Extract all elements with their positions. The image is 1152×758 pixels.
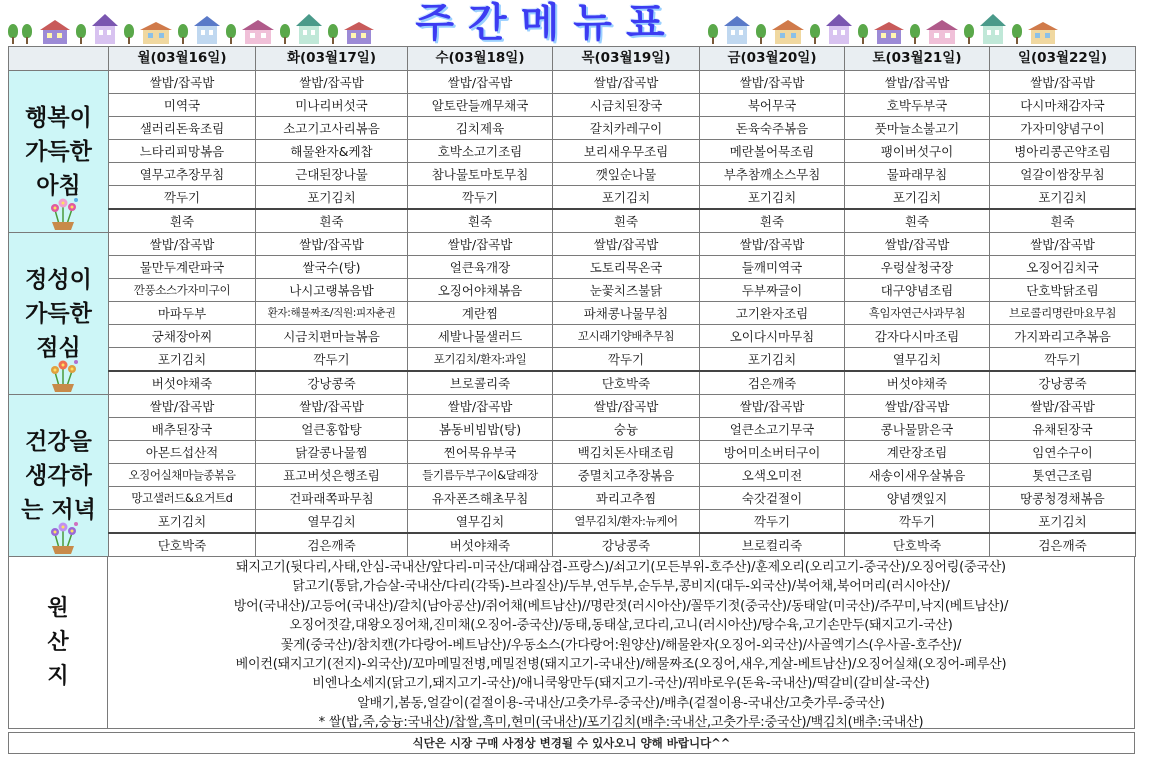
- menu-item: 쌀밥/잡곡밥: [990, 395, 1136, 418]
- menu-item: 오징어야채볶음: [408, 279, 553, 302]
- origin-line: * 쌀(밥,죽,숭늉:국내산)/찹쌀,흑미,현미(국내산)/포기김치(배추:국내산,고춧가루:중국산)/백김치(배추:국내산): [318, 715, 924, 731]
- house-icon: [138, 20, 174, 44]
- menu-item: 유자폰즈해초무침: [408, 487, 553, 510]
- porridge-cell: 단호박죽: [109, 533, 256, 557]
- house-icon: [90, 12, 120, 44]
- tree-icon: [178, 24, 188, 44]
- menu-item: 찐어묵유부국: [408, 441, 553, 464]
- menu-item: 다시마채감자국: [990, 94, 1136, 117]
- house-icon: [978, 12, 1008, 44]
- menu-item: 깍두기: [553, 348, 700, 372]
- porridge-cell: 강낭콩죽: [990, 371, 1136, 395]
- menu-row: [9, 395, 1136, 418]
- menu-row: [9, 441, 1136, 464]
- tree-icon: [708, 24, 718, 44]
- footer-notice: 식단은 시장 구매 사정상 변경될 수 있사오니 양해 바랍니다^^: [8, 732, 1135, 754]
- menu-item: 호박두부국: [845, 94, 990, 117]
- menu-item: 가지꽈리고추볶음: [990, 325, 1136, 348]
- menu-item: 쌀밥/잡곡밥: [990, 71, 1136, 94]
- menu-item: 톳연근조림: [990, 464, 1136, 487]
- house-icon: [38, 18, 72, 44]
- flower-pot-icon: [45, 520, 81, 554]
- origin-line: 알배기,봄동,얼갈이(겉절이용-국내산/고춧가루-중국산)/배추(겉절이용-국내산/고춧가루-중국산): [357, 695, 885, 711]
- menu-item: 단호박닭조림: [990, 279, 1136, 302]
- house-icon: [342, 20, 376, 44]
- porridge-cell: 버섯야채죽: [109, 371, 256, 395]
- tree-icon: [910, 24, 920, 44]
- menu-item: 대구양념조림: [845, 279, 990, 302]
- menu-item: 해물완자&케찹: [256, 140, 408, 163]
- menu-item: 브로콜리명란마요무침: [990, 302, 1136, 325]
- porridge-cell: 단호박죽: [553, 371, 700, 395]
- menu-item: 쌀밥/잡곡밥: [408, 71, 553, 94]
- menu-item: 중멸치고추장볶음: [553, 464, 700, 487]
- menu-item: 닭갈콩나물찜: [256, 441, 408, 464]
- house-icon: [924, 18, 960, 44]
- menu-item: 두부짜글이: [700, 279, 845, 302]
- menu-item: 오징어실채마늘종볶음: [109, 464, 256, 487]
- menu-item: 포기김치: [990, 186, 1136, 210]
- origin-line: 돼지고기(뒷다리,사태,안심-국내산/앞다리-미국산/대패삼겹-프랑스)/쇠고기(모든부위-호주산)/훈제오리(오리고기-중국산)/오징어링(중국산): [236, 560, 1006, 575]
- menu-item: 미나리버섯국: [256, 94, 408, 117]
- menu-item: 쌀밥/잡곡밥: [256, 233, 408, 256]
- house-icon: [1026, 20, 1060, 44]
- menu-item: 얼갈이쌈장무침: [990, 163, 1136, 186]
- house-icon: [294, 12, 324, 44]
- porridge-cell: 흰죽: [845, 209, 990, 233]
- porridge-row: [9, 209, 1136, 233]
- menu-row: [9, 186, 1136, 210]
- menu-item: 메란볼어묵조림: [700, 140, 845, 163]
- menu-item: 쌀밥/잡곡밥: [845, 71, 990, 94]
- menu-item: 계란찜: [408, 302, 553, 325]
- porridge-cell: 흰죽: [990, 209, 1136, 233]
- porridge-cell: 강낭콩죽: [256, 371, 408, 395]
- menu-item: 깐풍소스가자미구이: [109, 279, 256, 302]
- menu-item: 깍두기: [700, 510, 845, 534]
- menu-item: 포기김치: [845, 186, 990, 210]
- meal-label: [9, 233, 109, 395]
- meal-label-line: 아침: [36, 172, 81, 199]
- porridge-cell: 흰죽: [553, 209, 700, 233]
- porridge-cell: 강낭콩죽: [553, 533, 700, 557]
- menu-item: 배추된장국: [109, 418, 256, 441]
- menu-row: [9, 233, 1136, 256]
- origin-line: 오징어젓갈,대왕오징어채,진미채(오징어-중국산)/동태,동태살,코다리,고니(러시아산)/탕수육,고기손만두(돼지고기-국산): [289, 618, 953, 634]
- meal-label-line: 는 저녁: [21, 496, 96, 523]
- menu-item: 물파래무침: [845, 163, 990, 186]
- menu-item: 열무김치: [256, 510, 408, 534]
- menu-row: [9, 140, 1136, 163]
- menu-row: [9, 348, 1136, 372]
- menu-row: [9, 510, 1136, 534]
- origin-label-char: 원: [47, 595, 69, 621]
- menu-row: [9, 464, 1136, 487]
- porridge-cell: 검은깨죽: [700, 371, 845, 395]
- menu-item: 깍두기: [109, 186, 256, 210]
- menu-item: 궁채장아찌: [109, 325, 256, 348]
- meal-label-line: 건강을: [25, 428, 92, 455]
- origin-line: 베이컨(돼지고기(전지)-외국산)/꼬마메밀전병,메밀전병(돼지고기-국내산)/해물짜조(오징어,새우,게살-베트남산)/오징어실채(오징어-페루산): [235, 657, 1007, 673]
- menu-item: 깻잎순나물: [553, 163, 700, 186]
- menu-item: 풋마늘소불고기: [845, 117, 990, 140]
- menu-item: 쌀밥/잡곡밥: [109, 395, 256, 418]
- menu-item: 환자:해물짜조/직원:피자춘권: [256, 302, 408, 325]
- menu-item: 부추참깨소스무침: [700, 163, 845, 186]
- menu-item: 쌀밥/잡곡밥: [109, 233, 256, 256]
- menu-item: 쌀밥/잡곡밥: [700, 395, 845, 418]
- menu-item: 아몬드섭산적: [109, 441, 256, 464]
- menu-item: 김치제육: [408, 117, 553, 140]
- meal-label-line: 정성이: [25, 266, 92, 293]
- tree-icon: [328, 24, 338, 44]
- menu-row: [9, 71, 1136, 94]
- tree-icon: [756, 24, 766, 44]
- origin-label-char: 지: [47, 663, 69, 689]
- page-title: 주간메뉴표: [415, 0, 679, 46]
- tree-icon: [858, 24, 868, 44]
- menu-item: 쌀밥/잡곡밥: [700, 71, 845, 94]
- menu-row: [9, 487, 1136, 510]
- house-icon: [770, 18, 806, 44]
- village-illustration-right: [706, 6, 1086, 44]
- meal-label-line: 가득한: [25, 138, 92, 165]
- day-header: 일(03월22일): [990, 47, 1136, 71]
- menu-item: 표고버섯은행조림: [256, 464, 408, 487]
- porridge-cell: 흰죽: [408, 209, 553, 233]
- menu-item: 오징어김치국: [990, 256, 1136, 279]
- tree-icon: [810, 24, 820, 44]
- menu-item: 쌀국수(탕): [256, 256, 408, 279]
- menu-item: 호박소고기조림: [408, 140, 553, 163]
- menu-item: 쌀밥/잡곡밥: [990, 233, 1136, 256]
- origin-line: 비엔나소세지(닭고기,돼지고기-국산)/애니쿡왕만두(돼지고기-국산)/꿔바로우(돈육-국내산)/떡갈비(갈비살-국산): [312, 676, 930, 692]
- house-icon: [722, 14, 752, 44]
- menu-item: 쌀밥/잡곡밥: [700, 233, 845, 256]
- menu-item: 마파두부: [109, 302, 256, 325]
- porridge-cell: 흰죽: [109, 209, 256, 233]
- menu-row: [9, 325, 1136, 348]
- porridge-cell: 흰죽: [700, 209, 845, 233]
- flower-pot-icon: [45, 358, 81, 392]
- house-icon: [192, 14, 222, 44]
- menu-item: 열무김치/환자:뉴케어: [553, 510, 700, 534]
- menu-item: 방어미소버터구이: [700, 441, 845, 464]
- menu-item: 쌀밥/잡곡밥: [845, 233, 990, 256]
- menu-item: 눈꽃치즈불닭: [553, 279, 700, 302]
- day-header: 수(03월18일): [408, 47, 553, 71]
- day-header: 금(03월20일): [700, 47, 845, 71]
- day-header-row: [9, 47, 1136, 71]
- tree-icon: [22, 24, 32, 44]
- tree-icon: [76, 24, 86, 44]
- meal-label-line: 행복이: [25, 104, 92, 131]
- menu-item: 쌀밥/잡곡밥: [845, 395, 990, 418]
- menu-row: [9, 94, 1136, 117]
- menu-item: 얼큰홍합탕: [256, 418, 408, 441]
- menu-item: 새송이새우살볶음: [845, 464, 990, 487]
- menu-item: 건파래쪽파무침: [256, 487, 408, 510]
- porridge-cell: 브로콜리죽: [408, 371, 553, 395]
- menu-item: 포기김치/환자:과일: [408, 348, 553, 372]
- menu-item: 오이다시마무침: [700, 325, 845, 348]
- menu-item: 숙갓겉절이: [700, 487, 845, 510]
- menu-item: 나시고랭볶음밥: [256, 279, 408, 302]
- origin-label-char: 산: [47, 629, 69, 655]
- origin-line: 닭고기(통닭,가슴살-국내산/다리(각뚝)-브라질산)/두부,연두부,순두부,콩비지(대두-외국산)/북어채,북어머리(러시아산)/: [292, 579, 950, 595]
- porridge-row: [9, 371, 1136, 395]
- menu-item: 팽이버섯구이: [845, 140, 990, 163]
- menu-item: 쌀밥/잡곡밥: [408, 395, 553, 418]
- porridge-cell: 흰죽: [256, 209, 408, 233]
- menu-item: 꽈리고추찜: [553, 487, 700, 510]
- menu-item: 시금치편마늘볶음: [256, 325, 408, 348]
- menu-item: 쌀밥/잡곡밥: [553, 233, 700, 256]
- meal-label: [9, 395, 109, 557]
- menu-item: 임연수구이: [990, 441, 1136, 464]
- menu-item: 북어무국: [700, 94, 845, 117]
- menu-item: 꼬시래기양배추무침: [553, 325, 700, 348]
- tree-icon: [1012, 24, 1022, 44]
- tree-icon: [124, 24, 134, 44]
- flower-pot-icon: [45, 196, 81, 230]
- day-header: 토(03월21일): [845, 47, 990, 71]
- menu-item: 세발나물샐러드: [408, 325, 553, 348]
- menu-item: 숭늉: [553, 418, 700, 441]
- porridge-row: [9, 533, 1136, 557]
- house-icon: [824, 12, 854, 44]
- menu-row: [9, 256, 1136, 279]
- origin-info: [108, 557, 1135, 729]
- menu-item: 계란장조림: [845, 441, 990, 464]
- village-illustration-left: [6, 6, 386, 44]
- menu-row: [9, 302, 1136, 325]
- menu-item: 갈치카레구이: [553, 117, 700, 140]
- menu-item: 쌀밥/잡곡밥: [256, 395, 408, 418]
- tree-icon: [964, 24, 974, 44]
- menu-item: 양념깻잎지: [845, 487, 990, 510]
- menu-item: 근대된장나물: [256, 163, 408, 186]
- meal-label-line: 점심: [36, 334, 81, 361]
- menu-item: 백김치돈사태조림: [553, 441, 700, 464]
- menu-item: 들깨미역국: [700, 256, 845, 279]
- house-icon: [240, 18, 276, 44]
- menu-item: 보리새우무조림: [553, 140, 700, 163]
- menu-item: 물만두계란파국: [109, 256, 256, 279]
- menu-item: 깍두기: [408, 186, 553, 210]
- menu-item: 포기김치: [990, 510, 1136, 534]
- menu-item: 돈육숙주볶음: [700, 117, 845, 140]
- porridge-cell: 브로컬리죽: [700, 533, 845, 557]
- origin-line: 꽃게(중국산)/참치캔(가다랑어-베트남산)/우동소스(가다랑어:원양산)/해물완자(오징어-외국산)/사골엑기스(우사골-호주산)/: [280, 637, 962, 653]
- meal-label: [9, 71, 109, 233]
- origin-label: [8, 557, 108, 729]
- menu-item: 시금치된장국: [553, 94, 700, 117]
- menu-item: 깍두기: [845, 510, 990, 534]
- menu-item: 얼큰육개장: [408, 256, 553, 279]
- menu-item: 포기김치: [700, 348, 845, 372]
- menu-item: 우렁살청국장: [845, 256, 990, 279]
- origin-line: 방어(국내산)/고등어(국내산)/갈치(남아공산)/쥐어채(베트남산)//명란젓(러시아산)/꼴뚜기젓(중국산)/동태알(미국산)/주꾸미,낙지(베트남산)/: [233, 598, 1009, 614]
- weekly-menu-table: [8, 46, 1136, 557]
- day-header: 월(03월16일): [109, 47, 256, 71]
- menu-item: 유채된장국: [990, 418, 1136, 441]
- menu-item: 포기김치: [109, 348, 256, 372]
- tree-icon: [226, 24, 236, 44]
- menu-item: 포기김치: [553, 186, 700, 210]
- meal-label-line: 가득한: [25, 300, 92, 327]
- menu-item: 포기김치: [700, 186, 845, 210]
- menu-item: 포기김치: [109, 510, 256, 534]
- menu-row: [9, 117, 1136, 140]
- menu-item: 병아리콩곤약조림: [990, 140, 1136, 163]
- menu-item: 느타리피망볶음: [109, 140, 256, 163]
- day-header: 목(03월19일): [553, 47, 700, 71]
- menu-item: 오색오미전: [700, 464, 845, 487]
- menu-item: 들기름두부구이&달래장: [408, 464, 553, 487]
- menu-item: 포기김치: [256, 186, 408, 210]
- corner-cell: [9, 47, 109, 71]
- menu-item: 소고기고사리볶음: [256, 117, 408, 140]
- menu-item: 쌀밥/잡곡밥: [408, 233, 553, 256]
- menu-item: 쌀밥/잡곡밥: [109, 71, 256, 94]
- menu-item: 고기완자조림: [700, 302, 845, 325]
- menu-item: 쌀밥/잡곡밥: [553, 395, 700, 418]
- tree-icon: [280, 24, 290, 44]
- menu-item: 망고샐러드&요거트d: [109, 487, 256, 510]
- porridge-cell: 버섯야채죽: [408, 533, 553, 557]
- porridge-cell: 버섯야채죽: [845, 371, 990, 395]
- meal-label-line: 생각하: [25, 462, 92, 489]
- menu-item: 도토리묵온국: [553, 256, 700, 279]
- menu-row: [9, 418, 1136, 441]
- menu-item: 얼큰소고기무국: [700, 418, 845, 441]
- menu-item: 가자미양념구이: [990, 117, 1136, 140]
- menu-item: 알토란들깨무채국: [408, 94, 553, 117]
- menu-item: 미역국: [109, 94, 256, 117]
- house-icon: [872, 20, 906, 44]
- menu-item: 쌀밥/잡곡밥: [256, 71, 408, 94]
- menu-item: 샐러리돈육조림: [109, 117, 256, 140]
- menu-item: 깍두기: [990, 348, 1136, 372]
- menu-item: 봄동비빔밥(탕): [408, 418, 553, 441]
- menu-row: [9, 279, 1136, 302]
- tree-icon: [8, 24, 18, 44]
- menu-item: 쌀밥/잡곡밥: [553, 71, 700, 94]
- day-header: 화(03월17일): [256, 47, 408, 71]
- menu-item: 열무고추장무침: [109, 163, 256, 186]
- menu-item: 파채콩나물무침: [553, 302, 700, 325]
- menu-item: 감자다시마조림: [845, 325, 990, 348]
- menu-item: 콩나물맑은국: [845, 418, 990, 441]
- menu-item: 깍두기: [256, 348, 408, 372]
- menu-row: [9, 163, 1136, 186]
- menu-item: 열무김치: [845, 348, 990, 372]
- menu-item: 흑임자연근사과무침: [845, 302, 990, 325]
- menu-item: 땅콩청경채볶음: [990, 487, 1136, 510]
- menu-item: 참나물토마토무침: [408, 163, 553, 186]
- porridge-cell: 단호박죽: [845, 533, 990, 557]
- porridge-cell: 검은깨죽: [256, 533, 408, 557]
- header-banner: [0, 0, 1152, 44]
- menu-item: 열무김치: [408, 510, 553, 534]
- porridge-cell: 검은깨죽: [990, 533, 1136, 557]
